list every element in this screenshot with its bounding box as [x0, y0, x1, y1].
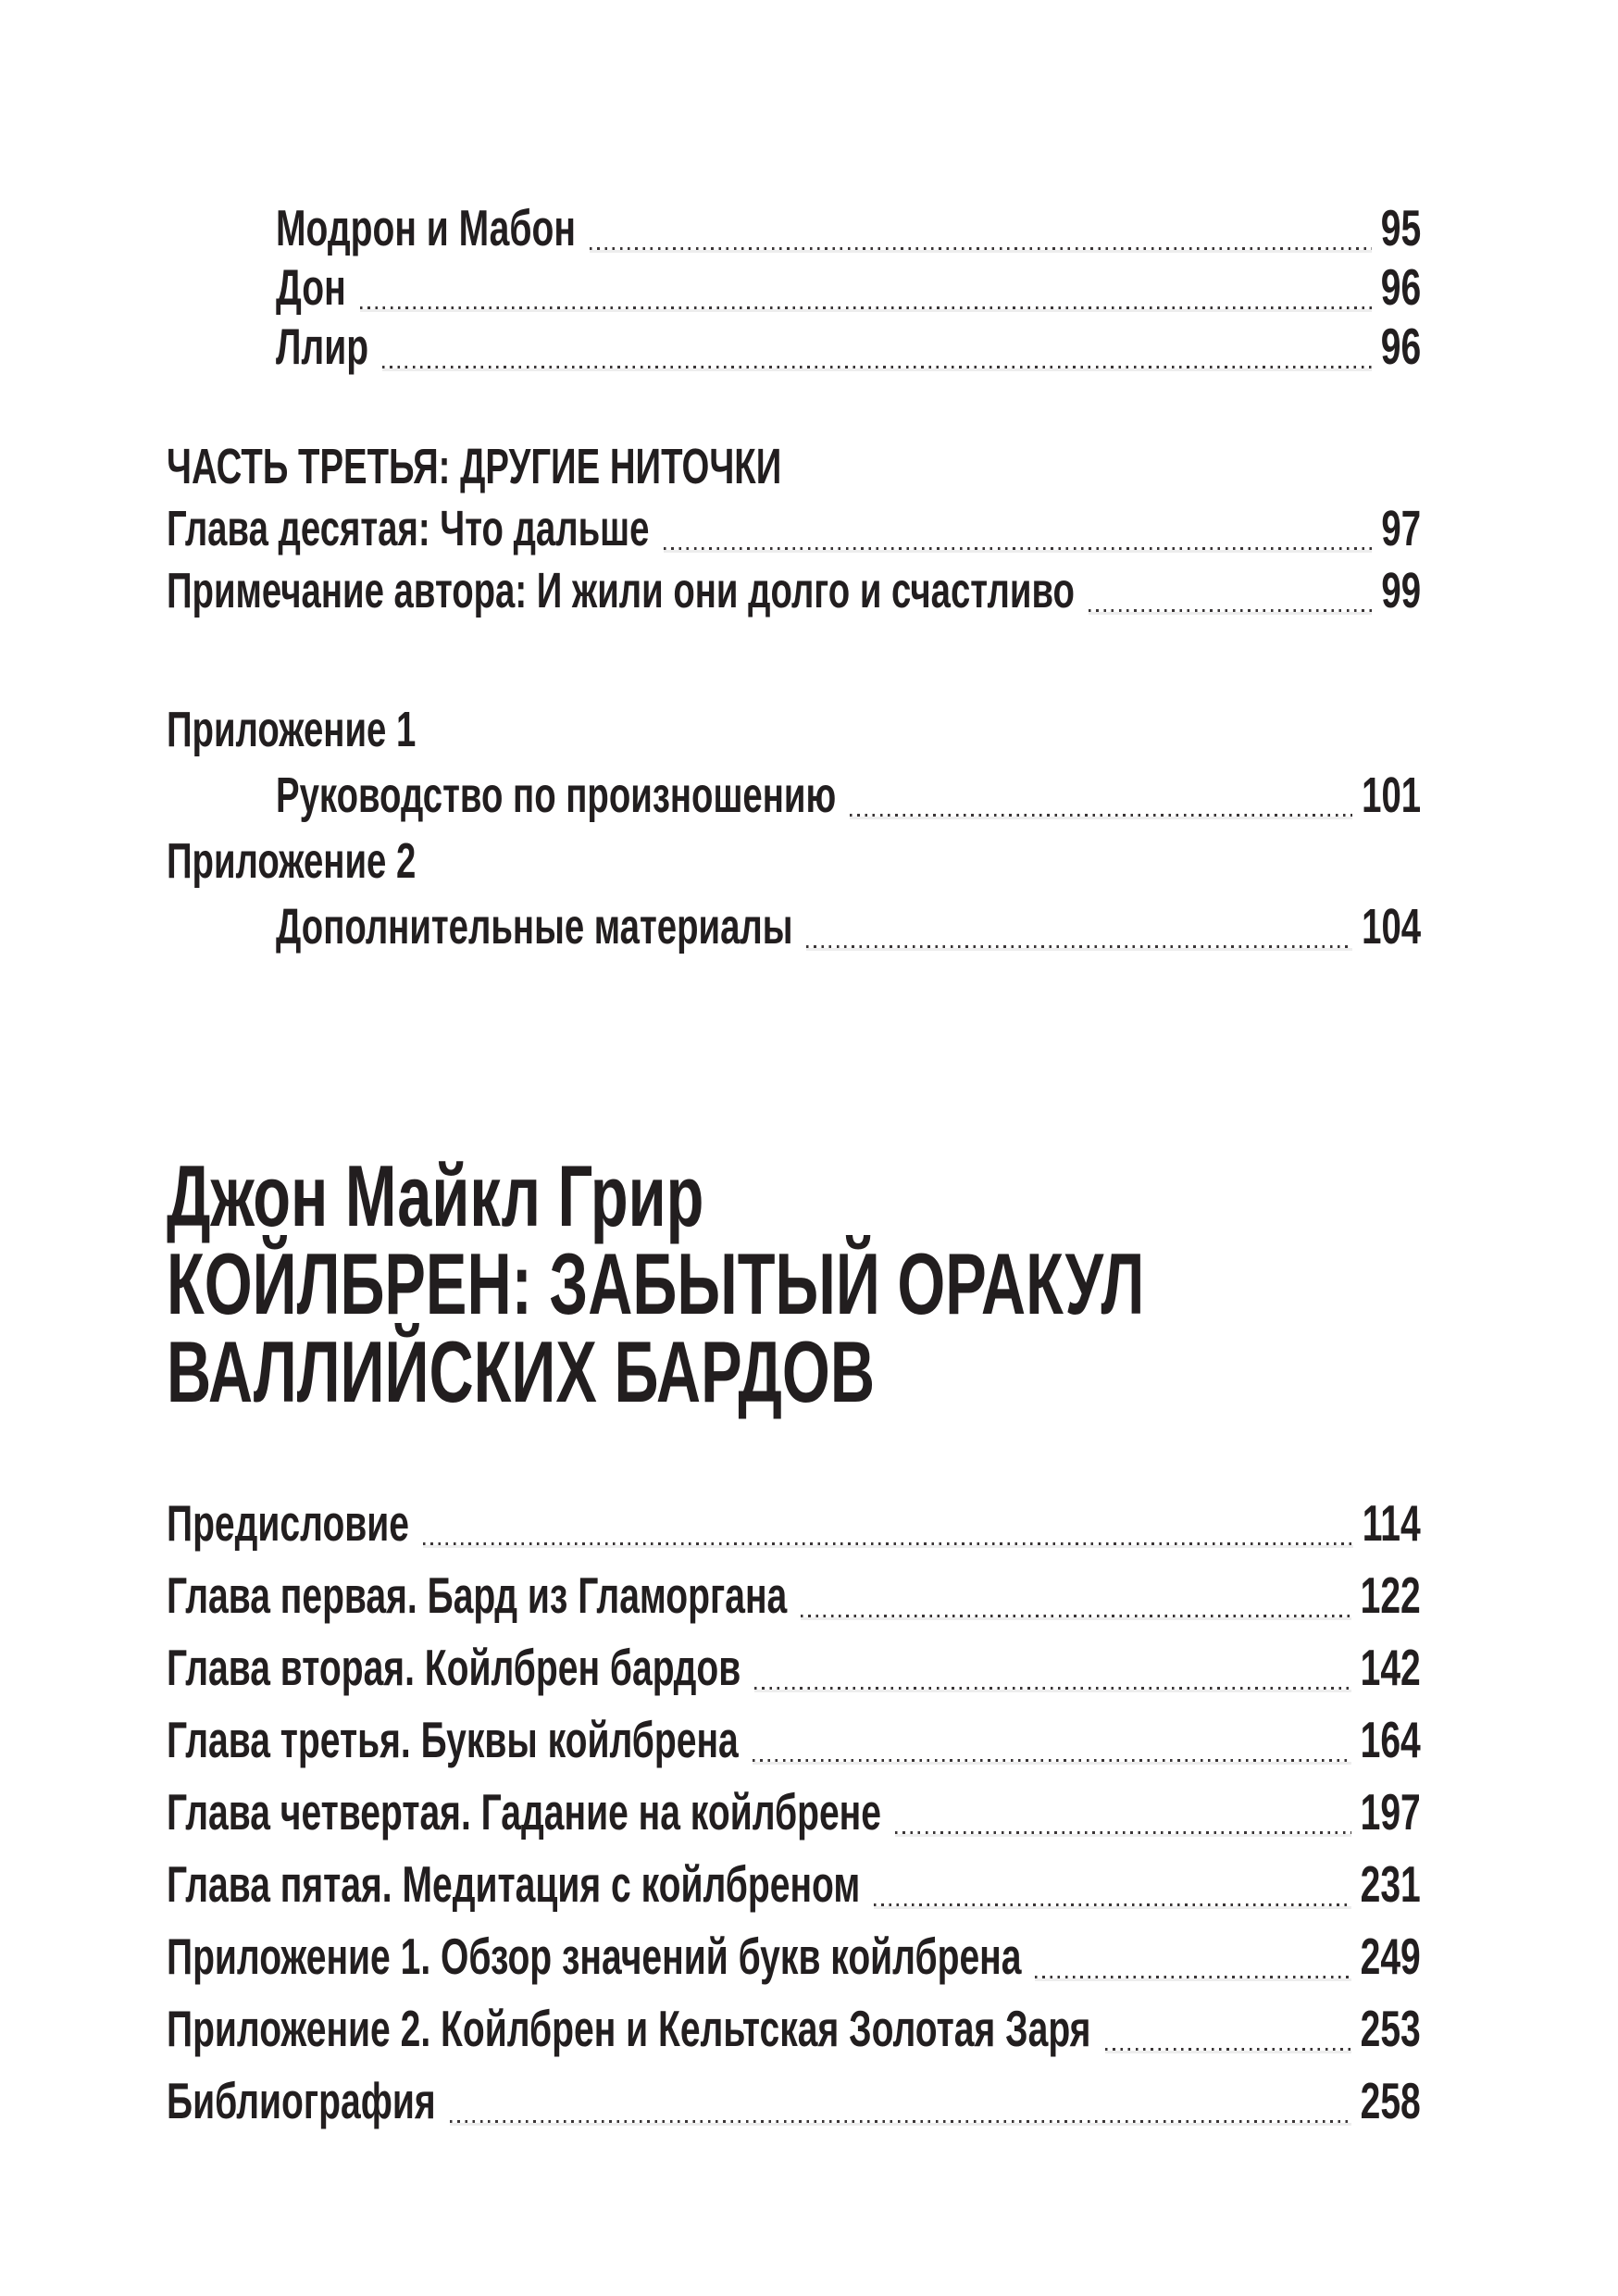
book-author-row	[167, 1147, 1421, 1244]
toc-row	[167, 1559, 1421, 1631]
toc-page-number: 99	[1381, 563, 1421, 618]
toc-section-appendices	[167, 697, 1421, 960]
dot-leader	[874, 1903, 1351, 1906]
toc-entry-label: Библиография	[167, 2072, 436, 2129]
toc-entry-label: Глава десятая: Что дальше	[167, 501, 650, 556]
toc-entry-label: Дополнительные материалы	[276, 899, 793, 955]
dot-leader	[450, 2120, 1351, 2123]
dot-leader	[754, 1687, 1351, 1690]
toc-entry-label: Глава вторая. Койлбрен бардов	[167, 1639, 741, 1696]
toc-section-part-three	[167, 436, 1421, 622]
toc-entry-label: Модрон и Мабон	[276, 199, 576, 256]
toc-entry-label: Дон	[276, 258, 346, 316]
toc-row	[167, 2065, 1421, 2137]
dot-leader	[801, 1615, 1351, 1617]
toc-page-number: 96	[1380, 258, 1421, 316]
toc-entry-label: Приложение 2. Койлбрен и Кельтская Золотая Заря	[167, 2000, 1091, 2057]
toc-page-number: 258	[1360, 2072, 1421, 2129]
book-title-row	[167, 1235, 1421, 1332]
toc-entry-label: Приложение 1. Обзор значений букв койлбрена	[167, 1928, 1022, 1985]
toc-page-number: 142	[1360, 1639, 1421, 1696]
toc-entry-label: Предисловие	[167, 1494, 410, 1552]
dot-leader	[423, 1542, 1353, 1545]
toc-row	[167, 1776, 1421, 1848]
toc-section-book2-chapters	[167, 1487, 1421, 2137]
dot-leader	[382, 366, 1371, 368]
toc-page-number: 253	[1360, 2000, 1421, 2057]
toc-part-heading: ЧАСТЬ ТРЕТЬЯ: ДРУГИЕ НИТОЧКИ	[167, 439, 782, 494]
toc-row	[276, 317, 1421, 376]
toc-appendix-heading-row	[167, 829, 1421, 894]
dot-leader	[806, 945, 1352, 948]
toc-row	[167, 1631, 1421, 1703]
toc-entry-label: Глава первая. Бард из Гламоргана	[167, 1566, 788, 1624]
toc-page-number: 97	[1381, 501, 1421, 556]
toc-entry-label: Глава четвертая. Гадание на койлбрене	[167, 1783, 881, 1841]
toc-appendix-heading: Приложение 2	[167, 833, 417, 889]
toc-page-number: 231	[1360, 1855, 1421, 1913]
toc-row	[167, 1848, 1421, 1920]
toc-appendix-heading-row	[167, 697, 1421, 763]
toc-page-number: 95	[1380, 199, 1421, 256]
toc-row	[167, 894, 1421, 960]
toc-page-number: 197	[1360, 1783, 1421, 1841]
toc-entry-label: Глава третья. Буквы койлбрена	[167, 1711, 739, 1768]
toc-entry-label: Глава пятая. Медитация с койлбреном	[167, 1855, 861, 1913]
toc-row	[167, 498, 1421, 560]
toc-row	[167, 1920, 1421, 1992]
toc-row	[276, 257, 1421, 317]
toc-row	[167, 1992, 1421, 2065]
toc-page-number: 101	[1362, 767, 1421, 823]
dot-leader	[1105, 2048, 1351, 2051]
toc-entry-label: Примечание автора: И жили они долго и счастливо	[167, 563, 1075, 618]
toc-page-number: 122	[1360, 1566, 1421, 1624]
toc-page-number: 164	[1360, 1711, 1421, 1768]
toc-row	[167, 1703, 1421, 1776]
toc-row	[167, 763, 1421, 829]
toc-section-myth-entries	[167, 198, 1421, 376]
book-title-line-2: ВАЛЛИЙСКИХ БАРДОВ	[167, 1323, 876, 1420]
toc-page-number: 249	[1360, 1928, 1421, 1985]
dot-leader	[1089, 609, 1372, 612]
book-title-block	[167, 1147, 1421, 1420]
book-author: Джон Майкл Грир	[167, 1147, 704, 1244]
dot-leader	[664, 547, 1373, 550]
dot-leader	[850, 814, 1352, 817]
toc-entry-label: Ллир	[276, 318, 369, 375]
toc-page-number: 114	[1362, 1494, 1421, 1552]
toc-page-number: 104	[1362, 899, 1421, 955]
dot-leader	[360, 306, 1372, 309]
book-title-line-1: КОЙЛБРЕН: ЗАБЫТЫЙ ОРАКУЛ	[167, 1235, 1145, 1332]
toc-appendix-heading: Приложение 1	[167, 702, 417, 757]
toc-page-number: 96	[1380, 318, 1421, 375]
toc-row	[167, 560, 1421, 622]
book-title-row	[167, 1323, 1421, 1420]
toc-row	[167, 1487, 1421, 1559]
toc-row	[276, 198, 1421, 257]
dot-leader	[895, 1831, 1351, 1834]
toc-part-heading-row	[167, 436, 1421, 498]
toc-entry-label: Руководство по произношению	[276, 767, 837, 823]
dot-leader	[590, 247, 1371, 250]
dot-leader	[753, 1759, 1351, 1762]
dot-leader	[1035, 1976, 1351, 1978]
